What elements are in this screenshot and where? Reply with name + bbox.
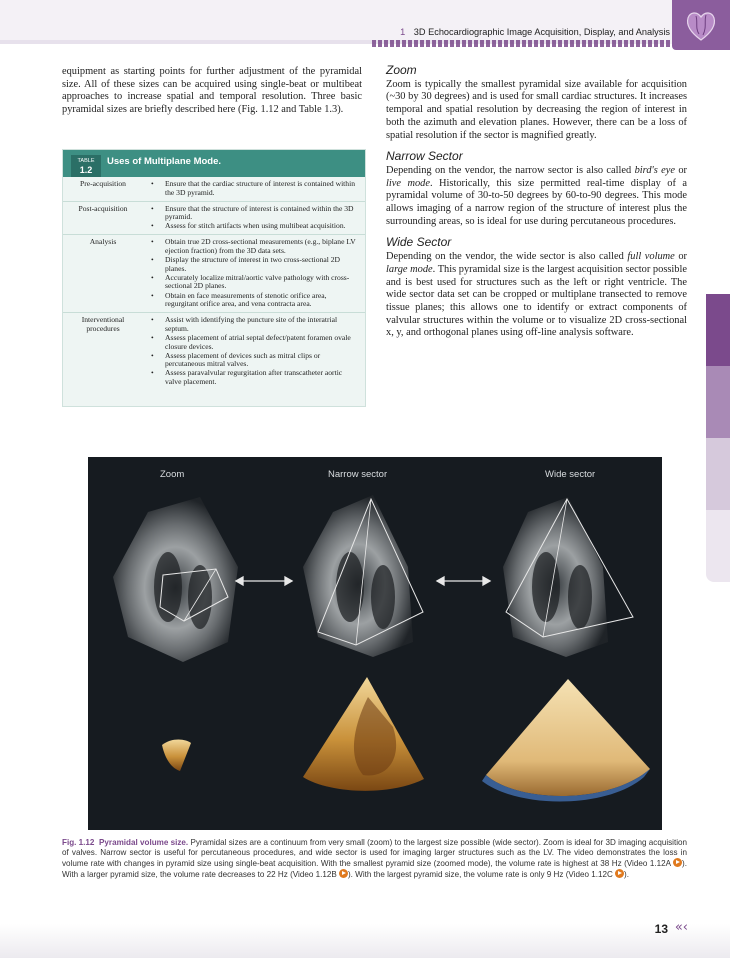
table-tag [71, 155, 101, 177]
header-decoration [372, 40, 670, 47]
echo-images [88, 457, 662, 830]
thumb-tabs [706, 294, 730, 582]
table-row-label: Post-acquisition [78, 203, 128, 213]
table-bullet-item: • Assess paravalvular regurgitation after transcatheter aortic valve placement. [151, 369, 359, 386]
table-bullet-item: • Assess placement of atrial septal defect/patent foramen ovale closure devices. [151, 334, 359, 351]
table-bullet-item: • Ensure that the structure of interest is contained within the 3D pyramid. [151, 205, 359, 222]
panel-label-narrow: Narrow sector [328, 469, 388, 480]
video-play-icon[interactable] [615, 869, 624, 878]
figure-pyramidal-volume [88, 457, 662, 830]
page-arrows-icon: «‹ [674, 920, 688, 935]
table-bullet-item: • Assess for stitch artifacts when using multibeat acquisition. [151, 222, 359, 231]
caption-title: Pyramidal volume size. [99, 838, 189, 847]
table-row-label: Analysis [89, 237, 117, 247]
table-title: Uses of Multiplane Mode. [107, 156, 222, 167]
page-number: 13 [654, 922, 668, 936]
section-heading-narrow: Narrow Sector [386, 149, 463, 164]
section-text-wide: Depending on the vendor, the wide sector is also called full volume or large mode. This pyramidal size is the largest acquisition sector possible and is best used for structures such as the left or right ventricle. The wide sector data set can be cropped or multiplane transected to remove tissue planes; this allows one to identify or extract components of valvular structures within the volume or to visualize 2D cross-sectional x, y, and orthogonal planes using off-line analysis software. [386, 251, 687, 339]
table-row-label: Interventional procedures [81, 315, 125, 333]
table-bullet-item: • Display the structure of interest in two cross-sectional 2D planes. [151, 256, 359, 273]
table-bullet-item: • Obtain en face measurements of stenotic orifice area, regurgitant orifice area, and vena contracta area. [151, 292, 359, 309]
left-column [62, 66, 362, 117]
section-text-zoom: Zoom is typically the smallest pyramidal size available for acquisition (~30 by 30 degrees) and is used for small cardiac structures. It increases temporal and spatial resolution by decreasing the region of interest in both the azimuth and elevation planes. However, there can be a loss of spatial resolution if the sector is magnified greatly. [386, 78, 687, 141]
header-band [0, 0, 730, 44]
table-row [63, 234, 365, 312]
section-heading-wide: Wide Sector [386, 235, 452, 250]
table-bullet-item: • Accurately localize mitral/aortic valve pathology with cross-sectional 2D planes. [151, 274, 359, 291]
figure-caption: Fig. 1.12 Pyramidal volume size. Pyramidal sizes are a continuum from very small (zoom) to the largest size possible (wide sector). Zoom is ideal for 3D imaging acquisition of valves. Narrow sector is useful for percutaneous procedures, and wide sector is used for imaging larger structures such as the LV. The video demonstrates the loss in volume rate with changes in pyramid size using single-beat acquisition. With the smallest pyramid size (zoomed mode), the volume rate is highest at 38 Hz (Video 1.12A ). With a larger pyramid size, the volume rate decreases to 22 Hz (Video 1.12B ). With the largest pyramid size, the volume rate is only 9 Hz (Video 1.12C ). [62, 838, 688, 879]
chapter-number: 1 [400, 27, 406, 37]
table-row [63, 177, 365, 201]
thumb-tab [706, 366, 730, 438]
video-play-icon[interactable] [339, 869, 348, 878]
table-row-items [139, 316, 365, 387]
right-column [386, 64, 687, 348]
thumb-tab [706, 438, 730, 510]
table-row-items [139, 238, 365, 309]
table-bullet-item: • Assist with identifying the puncture site of the interatrial septum. [151, 316, 359, 333]
table-bullet-item: • Ensure that the cardiac structure of interest is contained within the 3D pyramid. [151, 180, 359, 197]
thumb-tab [706, 510, 730, 582]
table-row [63, 201, 365, 235]
table-bullet-item: • Obtain true 2D cross-sectional measurements (e.g., biplane LV ejection fraction) from the 3D data sets. [151, 238, 359, 255]
footer-band [0, 924, 730, 958]
chapter-title: 3D Echocardiographic Image Acquisition, Display, and Analysis [413, 27, 670, 37]
table-row-items [139, 180, 365, 198]
caption-text: Pyramidal sizes are a continuum from very small (zoom) to the largest size possible (wide sector). Zoom is ideal for 3D imaging acquisition of valves. Narrow sector is useful for percutaneous procedures, and wide sector is used for imaging larger structures such as the LV. The video demonstrates the loss in volume rate with changes in pyramid size using single-beat acquisition. With the smallest pyramid size (zoomed mode), the volume rate is highest at 38 Hz (Video 1.12A [62, 838, 688, 868]
table-multiplane-mode [62, 149, 366, 407]
table-row-items [139, 205, 365, 232]
table-tag-number: 1.2 [79, 165, 93, 175]
running-header [400, 27, 670, 37]
heart-icon [682, 6, 720, 44]
section-heading-zoom: Zoom [386, 63, 417, 77]
table-tag-label: TABLE [77, 158, 95, 164]
video-play-icon[interactable] [673, 858, 682, 867]
intro-paragraph: equipment as starting points for further adjustment of the pyramidal size. All of these sizes can be acquired using single-beat or multibeat approaches to increase spatial and temporal resolution. Three basic pyramidal sizes are briefly described here (Fig. 1.12 and Table 1.3). [62, 66, 362, 116]
table-bullet-item: • Assess placement of devices such as mitral clips or percutaneous mitral valves. [151, 352, 359, 369]
table-body [63, 177, 365, 390]
caption-figure-ref: Fig. 1.12 [62, 838, 95, 847]
thumb-tab [706, 294, 730, 366]
panel-label-zoom: Zoom [160, 469, 185, 480]
table-header [63, 150, 365, 177]
section-text-narrow: Depending on the vendor, the narrow sector is also called bird's eye or live mode. Historically, this size permitted real-time display of a pyramidal volume of 30-to-50 degrees by 60-to-90 degrees. This mode allows imaging of a narrow region of the structure of interest plus the surrounding areas, so is ideal for use during percutaneous procedures. [386, 164, 687, 227]
table-row [63, 312, 365, 390]
chapter-badge [672, 0, 730, 50]
table-row-label: Pre-acquisition [80, 179, 126, 188]
panel-label-wide: Wide sector [545, 469, 596, 480]
